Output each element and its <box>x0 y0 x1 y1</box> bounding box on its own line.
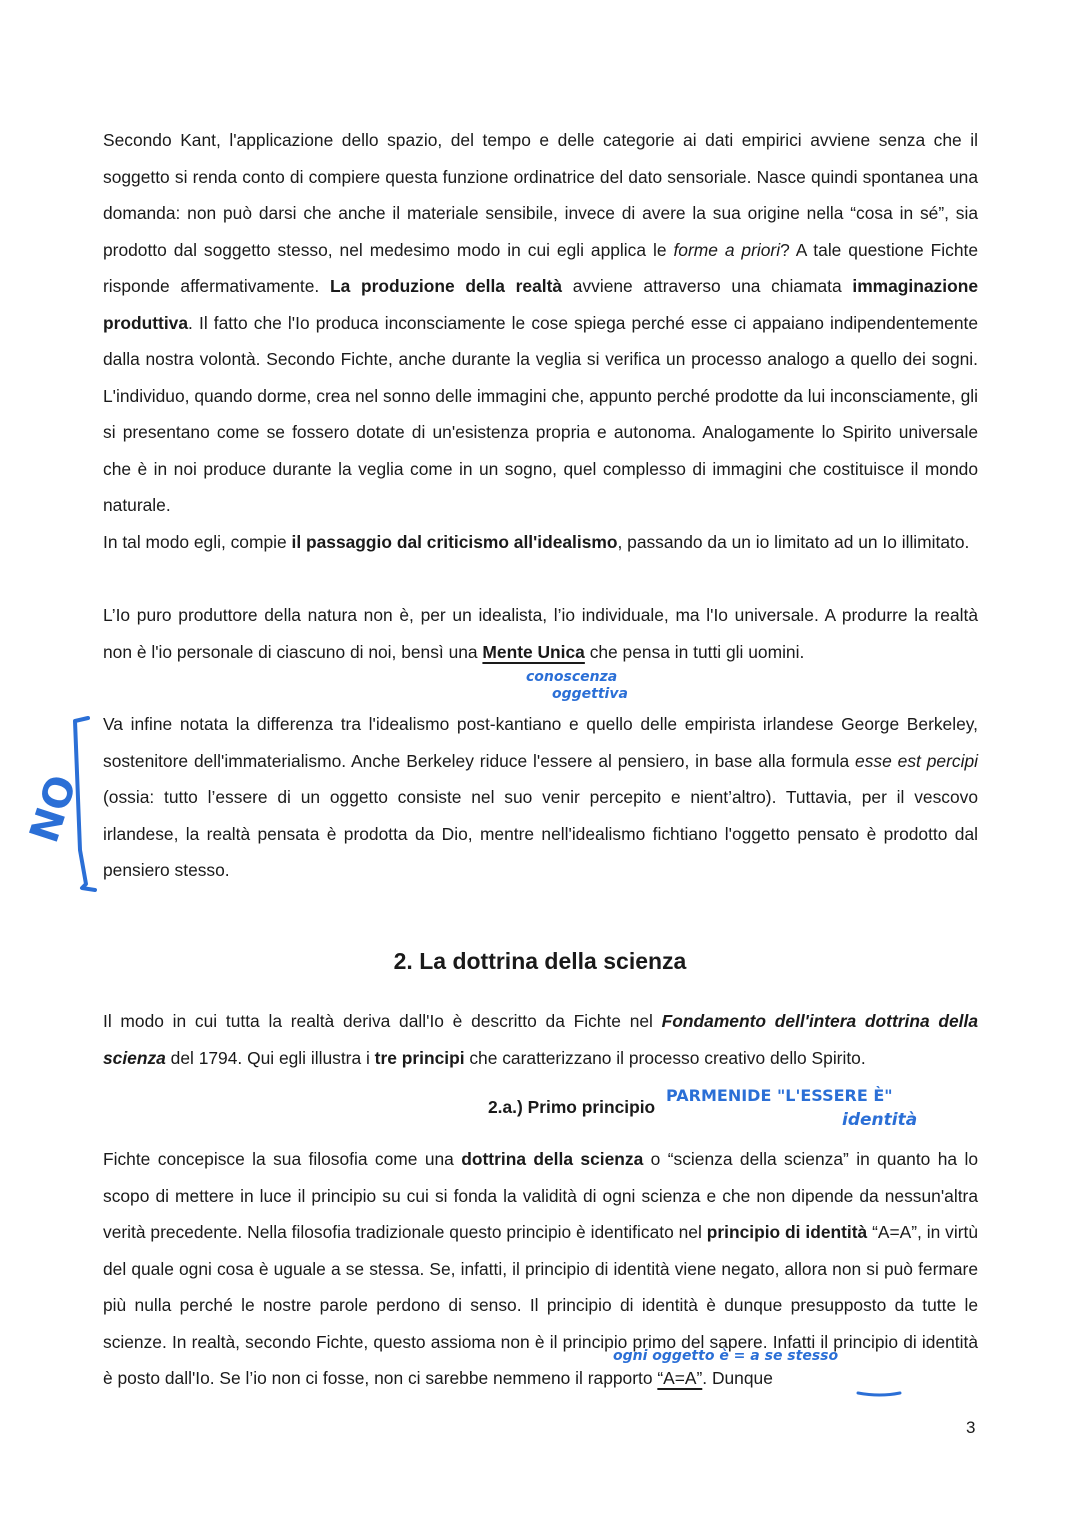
bold-immaginazione-produttiva: immaginazione produttiva <box>103 276 978 333</box>
underlined-a-equals-a: “A=A” <box>657 1368 703 1388</box>
paragraph-passaggio: In tal modo egli, compie il passaggio dal criticismo all'idealismo, passando da un io limitato ad un Io illimitato. <box>103 532 970 552</box>
italic-forme-a-priori: forme a priori <box>673 239 781 260</box>
italic-esse-est-percipi: esse est percipi <box>855 750 978 771</box>
bold-tre-principi: tre principi <box>374 1047 465 1068</box>
page-number: 3 <box>966 1418 976 1437</box>
paragraph-fondamento: Il modo in cui tutta la realtà deriva dall'Io è descritto da Fichte nel Fondamento dell'intera dottrina della scienza del 1794. Qui egli illustra i tre principi che caratterizzano il processo creativo dello Spirito. <box>103 1011 978 1068</box>
handwritten-note-parmenide: PARMENIDE "L'ESSERE È" <box>666 1086 893 1105</box>
paragraph-dottrina-scienza: Fichte concepisce la sua filosofia come una dottrina della scienza o “scienza della scienza” in quanto ha lo scopo di mettere in luce il principio su cui si fonda la validità di ogni scienza e che non dipende da nessun'altra verità precedente. Nella filosofia tradizionale questo principio è identificato nel principio di identità “A=A”, in virtù del quale ogni cosa è uguale a se stessa. Se, infatti, il principio di identità viene negato, allora non si può fermare più nulla perché le nostre parole perdono di senso. Il principio di identità è dunque presupposto da tutte le scienze. In realtà, secondo Fichte, questo assioma non è il principio primo del sapere. Infatti il principio di identità è posto dall'Io. Se l’io non ci fosse, non ci sarebbe nemmeno il rapporto “A=A”. Dunque <box>103 1149 979 1388</box>
bold-passaggio-criticismo: il passaggio dal criticismo all'idealismo <box>291 532 618 552</box>
paragraph-berkeley: Va infine notata la differenza tra l'idealismo post-kantiano e quello delle empirista irlandese George Berkeley, sostenitore dell'immaterialismo. Anche Berkeley riduce l'essere al pensiero, in base alla formula esse est percipi (ossia: tutto l’essere di un oggetto consiste nel suo venir percepito e nient’altro). Tuttavia, per il vescovo irlandese, la realtà pensata è prodotta da Dio, mentre nell'idealismo fichtiano l'oggetto pensato è prodotto dal pensiero stesso. <box>103 714 978 880</box>
bold-dottrina-della-scienza: dottrina della scienza <box>461 1149 644 1169</box>
subheading-primo-principio: 2.a.) Primo principio <box>488 1097 656 1117</box>
paragraph-io-puro: L’Io puro produttore della natura non è, per un idealista, l’io individuale, ma l'Io universale. A produrre la realtà non è l'io personale di ciascuno di noi, bensì una Mente Unica che pensa in tutti gli uomini. <box>103 605 978 662</box>
handwritten-margin-no: NO <box>21 769 87 849</box>
handwritten-note-identita: identità <box>842 1110 918 1130</box>
paragraph-kant: Secondo Kant, l'applicazione dello spazio, del tempo e delle categorie ai dati empirici avviene senza che il soggetto si renda conto di compiere questa funzione ordinatrice del dato sensoriale. Nasce quindi spontanea una domanda: non può darsi che anche il materiale sensibile, invece di avere la sua origine nella “cosa in sé”, sia prodotto dal soggetto stesso, nel medesimo modo in cui egli applica le forme a priori? A tale questione Fichte risponde affermativamente. La produzione della realtà avviene attraverso una chiamata immaginazione produttiva. Il fatto che l'Io produca inconsciamente le cose spiega perché esse ci appaiano indipendentemente dalla nostra volontà. Secondo Fichte, anche durante la veglia si verifica un processo analogo a quello dei sogni. L'individuo, quando dorme, crea nel sonno delle immagini che, appunto perché prodotte da lui inconsciamente, gli si presentano come se fossero dotate di un'esistenza propria e autonoma. Analogamente lo Spirito universale che è in noi produce durante la veglia come in un sogno, quel complesso di immagini che costituisce il mondo naturale. <box>103 130 978 515</box>
handwritten-note-oggettiva: oggettiva <box>552 686 628 702</box>
handwritten-note-ogni-oggetto: ogni oggetto è = a se stesso <box>613 1348 839 1364</box>
handwritten-note-conoscenza: conoscenza <box>526 669 618 685</box>
bold-mente-unica: Mente Unica <box>482 641 585 662</box>
section-heading-dottrina: 2. La dottrina della scienza <box>393 948 687 974</box>
bold-produzione-realta: La produzione della realtà <box>329 276 563 296</box>
bold-italic-fondamento-title: Fondamento dell'intera dottrina della scienza <box>103 1011 978 1068</box>
bold-principio-identita: principio di identità <box>706 1222 868 1242</box>
